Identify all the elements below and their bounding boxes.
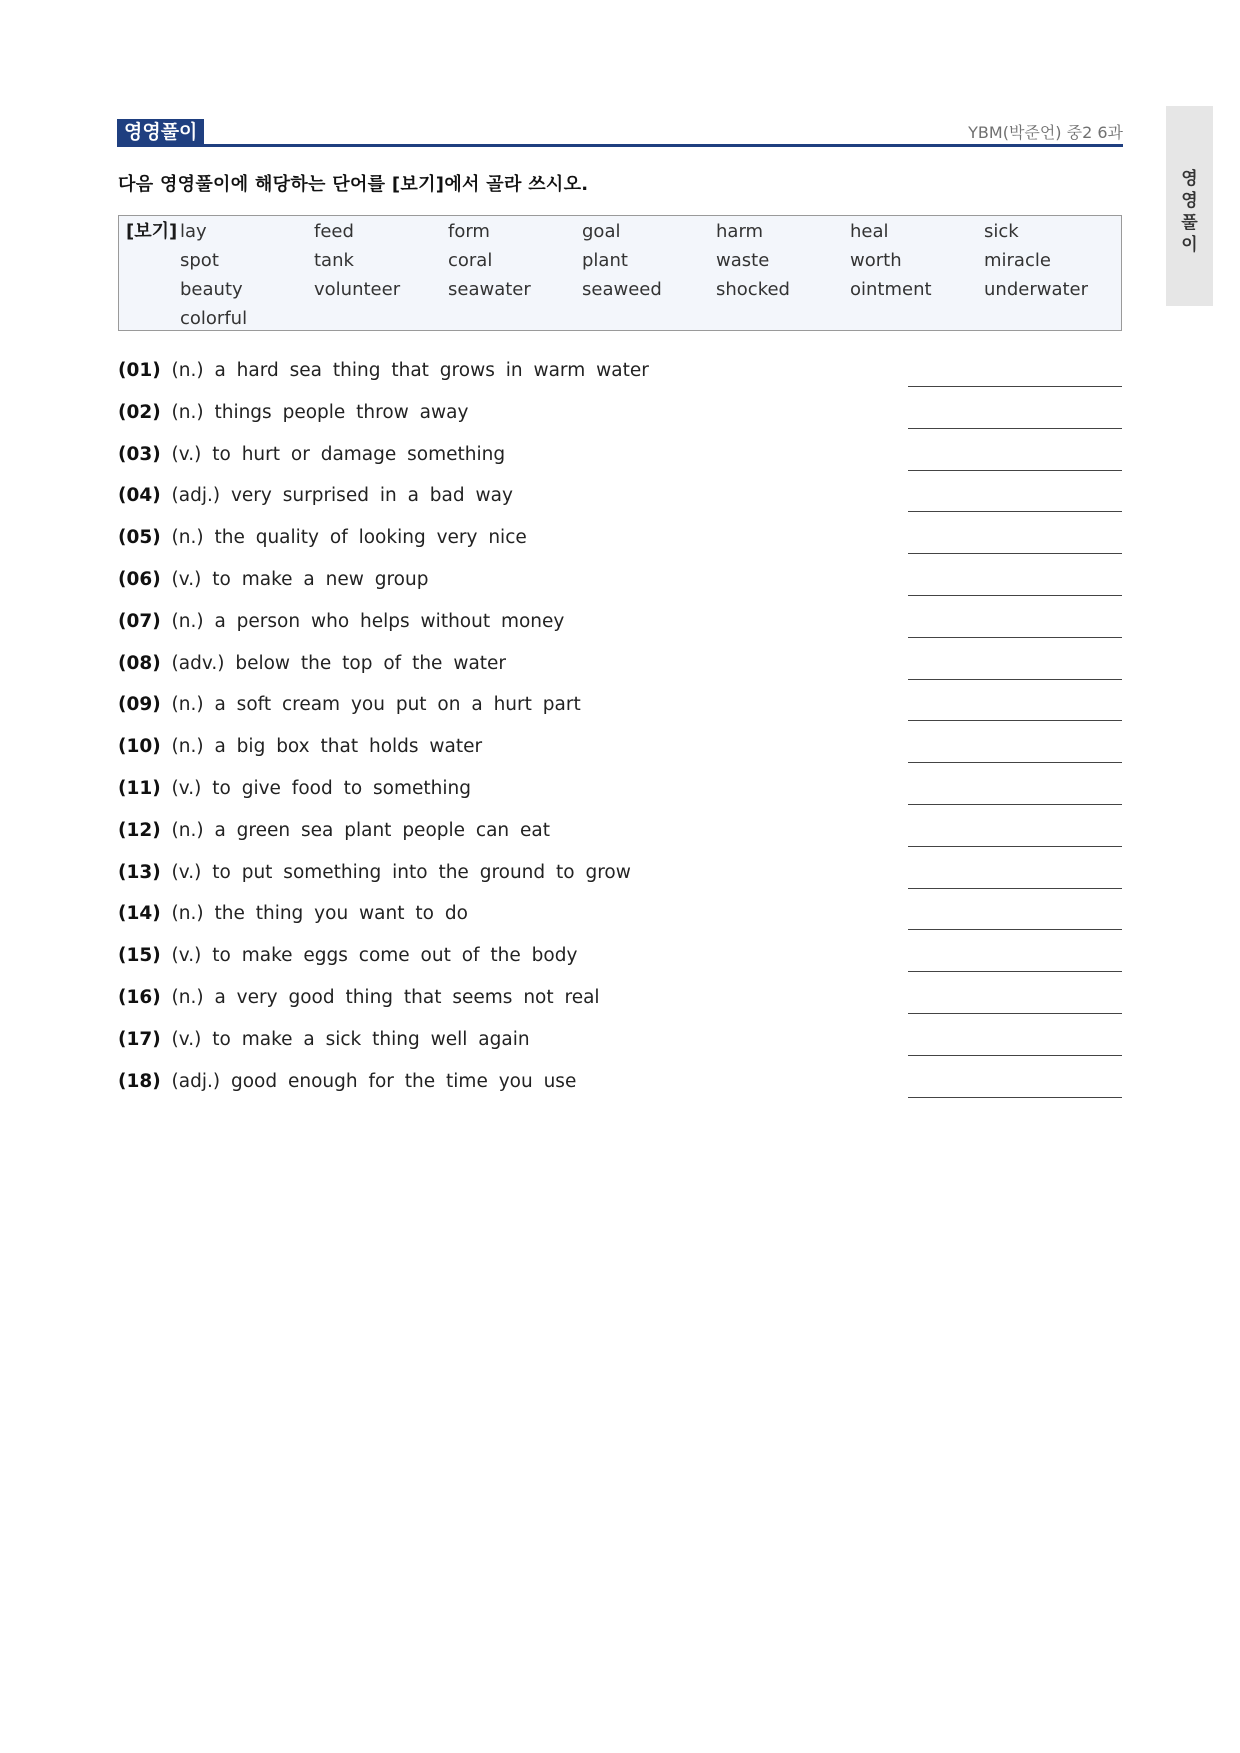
page-header: [117, 117, 1123, 147]
question-number: (04): [118, 485, 161, 507]
question-row: [118, 609, 1124, 651]
question-row: [118, 525, 1124, 567]
question-definition: (v.) to make a sick thing well again: [171, 1028, 530, 1050]
word-bank-item: heal: [850, 221, 889, 242]
question-row: [118, 1069, 1124, 1111]
question-row: [118, 1027, 1124, 1069]
question-definition: (n.) things people throw away: [171, 401, 469, 423]
question-definition: (v.) to make eggs come out of the body: [171, 945, 578, 967]
question-row: [118, 442, 1124, 484]
question-number: (10): [118, 736, 161, 758]
answer-blank[interactable]: [908, 1097, 1122, 1098]
question-number: (15): [118, 945, 161, 967]
word-bank-item: worth: [850, 250, 902, 271]
question-row: [118, 400, 1124, 442]
question-number: (01): [118, 360, 161, 381]
answer-blank[interactable]: [908, 888, 1122, 889]
question-number: (12): [118, 819, 161, 841]
word-bank-item: seaweed: [582, 279, 662, 300]
question-text: [118, 525, 527, 551]
instruction-text: 다음 영영풀이에 해당하는 단어를 [보기]에서 골라 쓰시오.: [118, 174, 589, 195]
word-bank-item: waste: [716, 250, 770, 271]
word-bank-item: miracle: [984, 250, 1051, 271]
side-tab-char: 영: [1181, 191, 1198, 211]
question-row: [118, 860, 1124, 902]
word-bank-item: shocked: [716, 279, 790, 300]
side-tab-label: [1166, 168, 1213, 256]
question-number: (07): [118, 610, 161, 632]
answer-blank[interactable]: [908, 846, 1122, 847]
answer-blank[interactable]: [908, 1055, 1122, 1056]
question-text: [118, 358, 649, 384]
word-bank-item: harm: [716, 221, 764, 242]
question-text: [118, 400, 468, 426]
header-divider: [117, 144, 1123, 147]
question-number: (11): [118, 777, 161, 799]
answer-blank[interactable]: [908, 720, 1122, 721]
word-bank-item: lay: [180, 221, 207, 242]
question-row: [118, 985, 1124, 1027]
question-text: [118, 943, 577, 969]
question-number: (05): [118, 527, 161, 549]
question-list: [118, 358, 1124, 1110]
word-bank-item: spot: [180, 250, 219, 271]
question-number: (08): [118, 652, 161, 674]
word-bank-item: underwater: [984, 279, 1089, 300]
answer-blank[interactable]: [908, 679, 1122, 680]
side-tab-char: 영: [1181, 169, 1198, 189]
question-text: [118, 901, 468, 927]
question-text: [118, 985, 600, 1011]
question-text: [118, 1027, 530, 1053]
word-bank-item: volunteer: [314, 279, 401, 300]
question-row: [118, 651, 1124, 693]
question-definition: (adj.) very surprised in a bad way: [171, 485, 513, 507]
question-text: [118, 567, 428, 593]
question-text: [118, 483, 513, 509]
word-bank-item: beauty: [180, 279, 243, 300]
question-definition: (n.) a hard sea thing that grows in warm water: [171, 360, 649, 381]
answer-blank[interactable]: [908, 470, 1122, 471]
question-definition: (n.) a very good thing that seems not real: [171, 986, 600, 1008]
question-number: (14): [118, 903, 161, 925]
question-number: (16): [118, 986, 161, 1008]
textbook-reference: YBM(박준언) 중2 6과: [968, 123, 1123, 142]
section-badge: 영영풀이: [117, 119, 204, 145]
question-row: [118, 776, 1124, 818]
question-definition: (v.) to make a new group: [171, 568, 429, 590]
word-bank-label: [보기]: [126, 221, 178, 242]
question-definition: (n.) the quality of looking very nice: [171, 527, 527, 549]
question-number: (18): [118, 1070, 161, 1092]
question-row: [118, 692, 1124, 734]
question-definition: (v.) to hurt or damage something: [171, 443, 506, 465]
question-row: [118, 818, 1124, 860]
question-row: [118, 734, 1124, 776]
word-bank-item: tank: [314, 250, 354, 271]
answer-blank[interactable]: [908, 1013, 1122, 1014]
question-definition: (n.) a person who helps without money: [171, 610, 565, 632]
question-row: [118, 901, 1124, 943]
answer-blank[interactable]: [908, 637, 1122, 638]
side-tab-char: 풀: [1181, 213, 1198, 233]
answer-blank[interactable]: [908, 929, 1122, 930]
word-bank-item: sick: [984, 221, 1019, 242]
word-bank-item: plant: [582, 250, 628, 271]
answer-blank[interactable]: [908, 971, 1122, 972]
question-text: [118, 776, 471, 802]
question-definition: (n.) the thing you want to do: [171, 903, 468, 925]
word-bank-item: coral: [448, 250, 493, 271]
word-bank-grid: [180, 219, 1120, 335]
answer-blank[interactable]: [908, 511, 1122, 512]
answer-blank[interactable]: [908, 386, 1122, 387]
question-text: [118, 860, 631, 886]
question-text: [118, 692, 581, 718]
question-row: [118, 567, 1124, 609]
question-text: [118, 818, 550, 844]
question-number: (17): [118, 1028, 161, 1050]
answer-blank[interactable]: [908, 553, 1122, 554]
question-text: [118, 734, 482, 760]
question-text: [118, 609, 564, 635]
question-text: [118, 442, 505, 468]
word-bank-item: colorful: [180, 308, 248, 329]
question-text: [118, 651, 506, 677]
word-bank-item: ointment: [850, 279, 932, 300]
answer-blank[interactable]: [908, 804, 1122, 805]
answer-blank[interactable]: [908, 762, 1122, 763]
question-number: (03): [118, 443, 161, 465]
answer-blank[interactable]: [908, 428, 1122, 429]
question-number: (02): [118, 401, 161, 423]
question-row: [118, 943, 1124, 985]
question-number: (09): [118, 694, 161, 716]
word-bank-item: goal: [582, 221, 621, 242]
question-text: [118, 1069, 576, 1095]
word-bank-item: form: [448, 221, 490, 242]
question-number: (06): [118, 568, 161, 590]
question-definition: (n.) a green sea plant people can eat: [171, 819, 550, 841]
question-definition: (v.) to give food to something: [171, 777, 471, 799]
question-row: [118, 358, 1124, 400]
answer-blank[interactable]: [908, 595, 1122, 596]
word-bank-item: feed: [314, 221, 354, 242]
question-definition: (n.) a big box that holds water: [171, 736, 483, 758]
side-tab-char: 이: [1181, 235, 1198, 255]
question-definition: (v.) to put something into the ground to grow: [171, 861, 631, 883]
word-bank-box: [118, 215, 1122, 331]
side-section-tab: [1166, 106, 1213, 306]
question-definition: (adj.) good enough for the time you use: [171, 1070, 577, 1092]
question-definition: (n.) a soft cream you put on a hurt part: [171, 694, 581, 716]
question-definition: (adv.) below the top of the water: [171, 652, 507, 674]
question-row: [118, 483, 1124, 525]
word-bank-item: seawater: [448, 279, 531, 300]
question-number: (13): [118, 861, 161, 883]
